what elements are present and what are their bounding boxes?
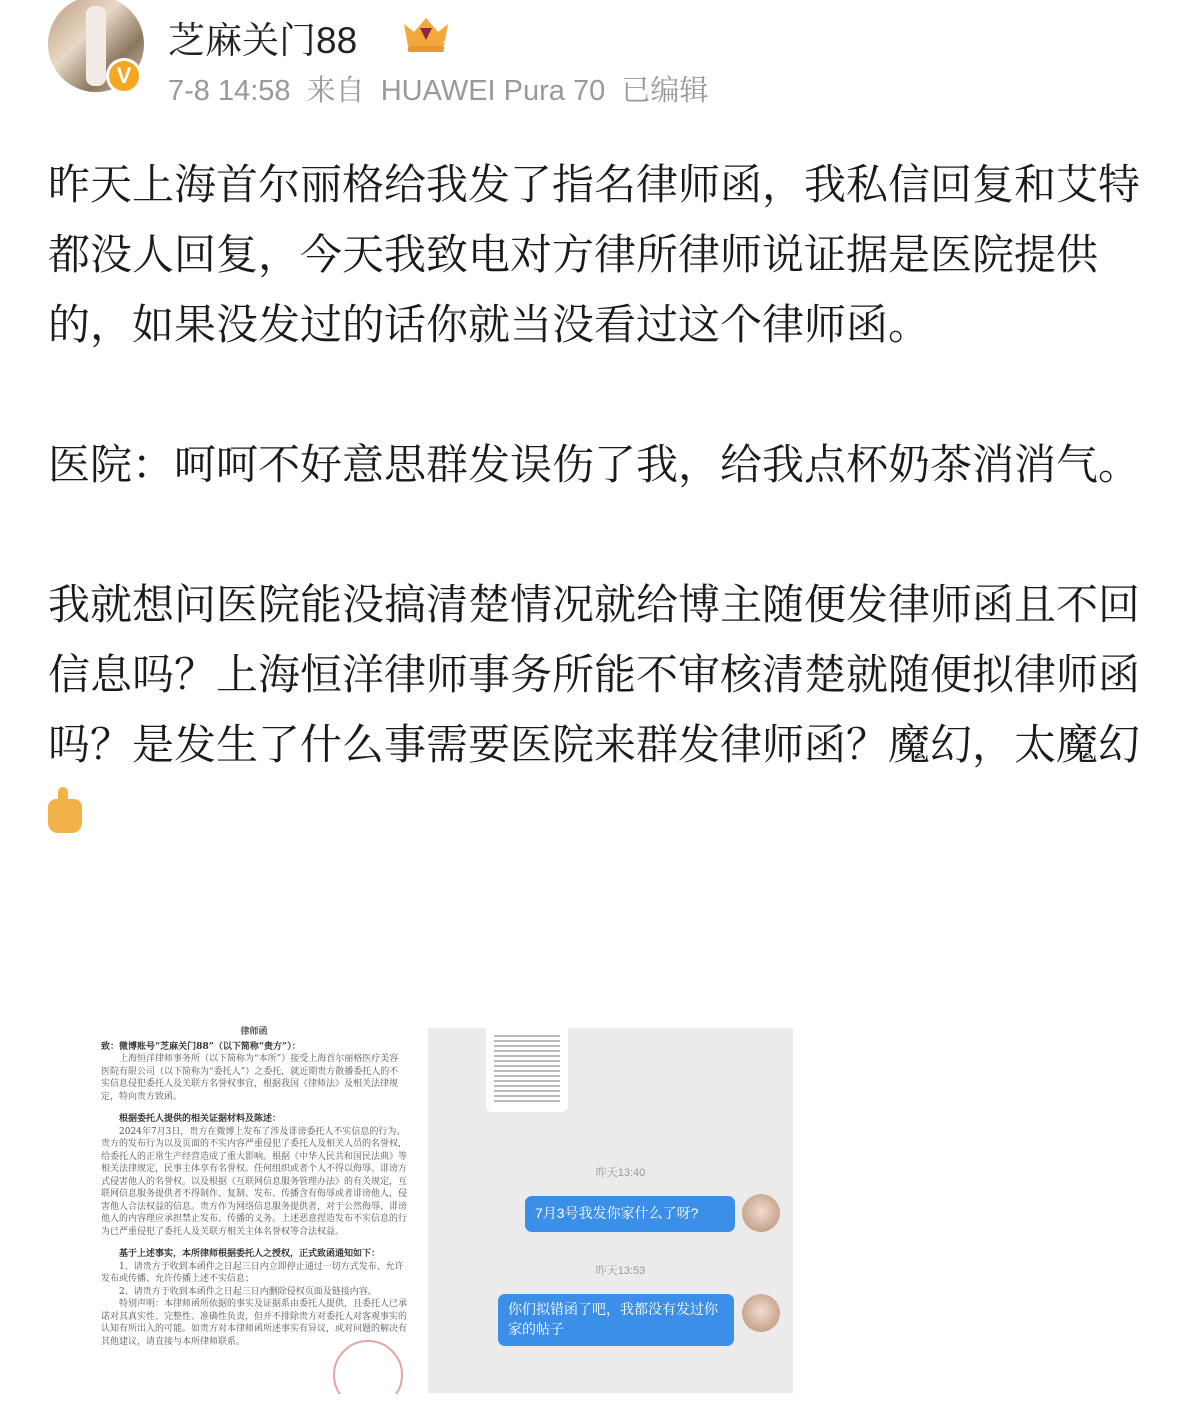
letter-line: 上海恒洋律师事务所（以下简称为“本所”）接受上海首尔丽格医疗美容医院有限公司（以下简称为“委托人”）之委托，就近期贵方散播委托人的不实信息侵犯委托人及关联方名誉权事宜，根据我国《律师法》及相关法律规定，特向贵方致函。 bbox=[101, 1054, 399, 1102]
letter-line: 特别声明：本律师函所依据的事实及证据系由委托人提供，且委托人已承诺对其真实性、完整性、准确性负责，但并不排除贵方对委托人对客观事实的认知有所出入的可能。如贵方对本律师函所述事实有异议，或对问题的解决有其他建议，请直接与本所律师联系。 bbox=[101, 1299, 408, 1347]
post-body bbox=[48, 150, 1148, 850]
post-paragraph: 昨天上海首尔丽格给我发了指名律师函，我私信回复和艾特都没人回复，今天我致电对方律所律师说证据是医院提供的，如果没发过的话你就当没看过这个律师函。 bbox=[48, 161, 1141, 348]
source-prefix: 来自 bbox=[306, 75, 365, 107]
thumbs-up-icon bbox=[48, 799, 82, 833]
crown-icon[interactable] bbox=[398, 14, 454, 54]
letter-thumbnail bbox=[486, 1028, 568, 1112]
post-paragraph-text: 我就想问医院能没搞清楚情况就给博主随便发律师函且不回信息吗？上海恒洋律师事务所能不审核清楚就随便拟律师函吗？是发生了什么事需要医院来群发律师函？魔幻，太魔幻 bbox=[48, 581, 1141, 768]
author-name[interactable]: 芝麻关门88 bbox=[168, 20, 358, 61]
post-paragraph bbox=[48, 570, 1148, 850]
chat-bubble: 你们拟错函了吧，我都没有发过你家的帖子 bbox=[498, 1294, 734, 1346]
lawyer-letter-image[interactable] bbox=[95, 1022, 413, 1394]
svg-text:1: 1 bbox=[442, 39, 450, 53]
letter-line: 1、请贵方于收到本函件之日起三日内立即停止通过一切方式发布、允许发布或传播、允许传播上述不实信息； bbox=[101, 1261, 404, 1284]
post-meta bbox=[168, 68, 716, 109]
verified-badge: V bbox=[106, 58, 142, 94]
post-time: 7-8 14:58 bbox=[168, 75, 291, 107]
letter-line: 根据委托人提供的相关证据材料及陈述： bbox=[119, 1114, 282, 1124]
letter-line: 致：微博账号“芝麻关门88”（以下简称“贵方”）： bbox=[101, 1041, 301, 1052]
seal-stamp bbox=[333, 1340, 403, 1394]
letter-line: 基于上述事实，本所律师根据委托人之授权，正式致函通知如下： bbox=[119, 1249, 381, 1259]
chat-avatar bbox=[742, 1194, 780, 1232]
device-source[interactable]: HUAWEI Pura 70 bbox=[380, 75, 606, 107]
letter-line: 2、请贵方于收到本函件之日起三日内删除侵权页面及链接内容。 bbox=[119, 1286, 377, 1297]
chat-screenshot-image[interactable] bbox=[428, 1028, 793, 1393]
letter-title: 律师函 bbox=[240, 1027, 268, 1037]
chat-timestamp: 昨天13:53 bbox=[595, 1265, 646, 1277]
edited-label[interactable]: 已编辑 bbox=[621, 75, 709, 107]
chat-timestamp: 昨天13:40 bbox=[595, 1167, 646, 1179]
chat-avatar bbox=[742, 1294, 780, 1332]
post-paragraph: 医院：呵呵不好意思群发误伤了我，给我点杯奶茶消消气。 bbox=[48, 441, 1141, 488]
chat-bubble: 7月3号我发你家什么了呀? bbox=[525, 1196, 735, 1232]
letter-line: 2024年7月3日，贵方在微博上发布了涉及诽谤委托人不实信息的行为。贵方的发布行为以及页面的不实内容严重侵犯了委托人及相关人员的名誉权，给委托人的正常生产经营造成了重大影响。根据《中华人民共和国民法典》等相关法律规定，民事主体享有名誉权。任何组织或者个人不得以侮辱、诽谤方式侵害他人的名誉权。以及根据《互联网信息服务管理办法》的有关规定，互联网信息服务提供者不得制作、复制、发布、传播含有侮辱或者诽谤他人，侵害他人合法权益的信息。贵方作为网络信息服务提供者，对于公然侮辱、诽谤他人的内容理应承担禁止发布、传播的义务。上述恶意捏造发布不实信息的行为已严重侵犯了委托人及关联方相关主体名誉权等合法权益。 bbox=[101, 1126, 408, 1237]
